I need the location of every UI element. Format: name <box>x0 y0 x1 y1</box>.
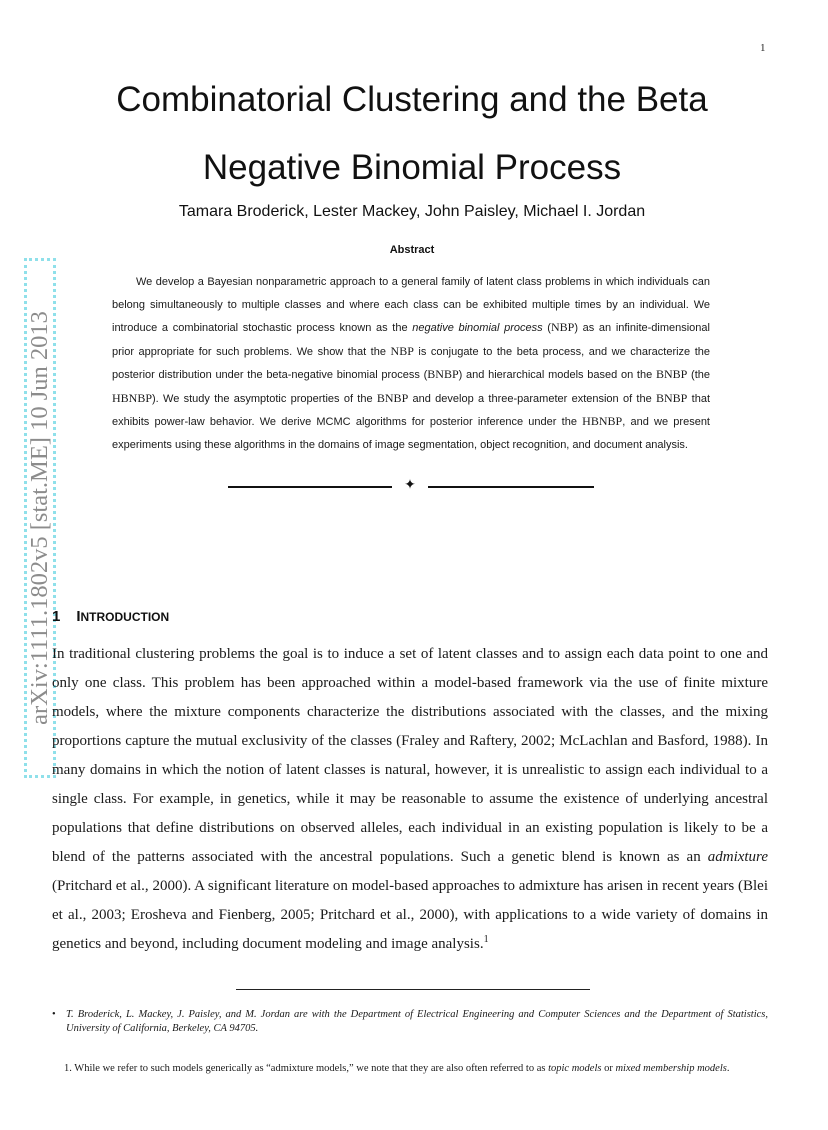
author-list: Tamara Broderick, Lester Mackey, John Paisley, Michael I. Jordan <box>178 203 646 220</box>
affiliation-text: T. Broderick, L. Mackey, J. Paisley, and M. Jordan are with the Department of Electrical Engineering and Computer Sciences and the Department of Statistics, University of California, Berkeley, CA 94705. <box>66 1009 768 1034</box>
section-title-rest: NTRODUCTION <box>80 610 170 624</box>
paper-title: Combinatorial Clustering and the Beta Negative Binomial Process <box>116 80 708 187</box>
abstract-heading: Abstract <box>389 244 435 256</box>
section-title-initial: I <box>76 608 81 625</box>
footnote-1: 1. While we refer to such models generically as “admixture models,” we note that they are also often referred to as topic models or mixed membership models. <box>64 1063 730 1074</box>
section-number: 1 <box>52 608 61 625</box>
abstract-divider-left <box>228 486 392 488</box>
divider-star-icon: ✦ <box>404 477 416 493</box>
affiliation-footnote <box>52 1008 768 1035</box>
bullet-icon: • <box>52 1009 56 1020</box>
abstract-text: We develop a Bayesian nonparametric approach to a general family of latent class problems in which individuals can belong simultaneously to multiple classes and where each class can be exhibited multiple times by an individual. We introduce a combinatorial stochastic process known as the negative binomial process (NBP) as an infinite-dimensional prior appropriate for such problems. We show that the NBP is conjugate to the beta process, and we characterize the posterior distribution under the beta-negative binomial process (BNBP) and hierarchical models based on the BNBP (the HBNBP). We study the asymptotic properties of the BNBP and develop a three-parameter extension of the BNBP that exhibits power-law behavior. We derive MCMC algorithms for posterior inference under the HBNBP, and we present experiments using these algorithms in the domains of image segmentation, object recognition, and document analysis. <box>112 276 711 451</box>
arxiv-identifier: arXiv:1111.1802v5 [stat.ME] 10 Jun 2013 <box>26 311 53 725</box>
footnote-rule <box>236 989 590 990</box>
introduction-paragraph: In traditional clustering problems the goal is to induce a set of latent classes and to assign each data point to one and only one class. This problem has been approached within a model-based framework via the use of finite mixture models, where the mixture components characterize the distributions associated with the classes, and the mixing proportions capture the mutual exclusivity of the classes (Fraley and Raftery, 2002; McLachlan and Basford, 1988). In many domains in which the notion of latent classes is natural, however, it is unrealistic to assign each individual to a single class. For example, in genetics, while it may be reasonable to assume the existence of underlying ancestral populations that define distributions on observed alleles, each individual in an existing population is likely to be a blend of the patterns associated with the ancestral populations. Such a genetic blend is known as an admixture (Pritchard et al., 2000). A significant literature on model-based approaches to admixture has arisen in recent years (Blei et al., 2003; Erosheva and Fienberg, 2005; Pritchard et al., 2000), with applications to a wide variety of domains in genetics and beyond, including document modeling and image analysis.$^1$ <box>52 646 768 952</box>
abstract-divider-right <box>428 486 594 488</box>
admixture-term: admixture <box>707 849 768 865</box>
section-heading <box>52 608 169 626</box>
page-number: 1 <box>760 42 766 54</box>
footnote-mark: 1 <box>483 934 489 945</box>
